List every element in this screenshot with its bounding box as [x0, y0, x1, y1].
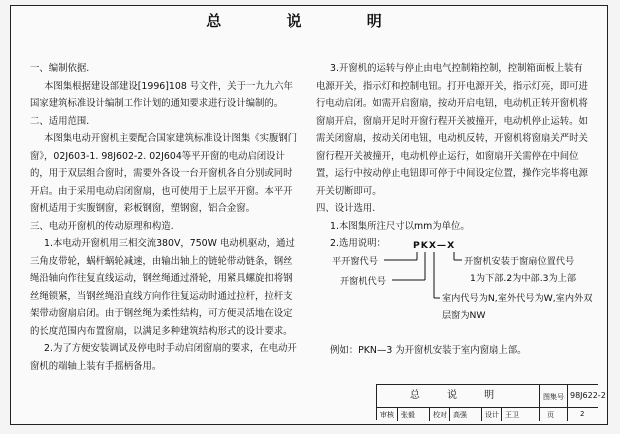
section-2-body: 本图集电动开窗机主要配合国家建筑标准设计图集《实腹钢门窗》，02J603-1. 98J602-2. 02J604等平开窗的电动启闭设计的，用于双层组合窗时，需要外各设一台开窗机各自分别或同时开启。由于采用电动启闭窗扇，也可使用于上层平开窗。本平开窗机适用于实腹钢窗，彩板钢窗，塑钢窗，铝合金窗。	[30, 133, 298, 214]
page-label: 页	[547, 411, 554, 419]
section-3-paragraph-3: 3.开窗机的运转与停止由电气控制箱控制，控制箱面板上装有电源开关，指示灯和控制电钮。打开电源开关，指示灯亮，即可进行电动启闭。如需开启窗扇，按动开启电钮，电动机正转开窗机将窗扇开启，窗扇开足时开窗行程开关被撞开，电动机停止运转。如需关闭窗扇，按动关闭电钮，电动机反转，开窗机将窗扇关严时关窗行程开关被撞开，电动机停止运行，如窗扇开关需停在中间位置，运行中按动停止电钮即可停于中间设定位置，操作完毕将电源开关切断即可。	[316, 63, 588, 197]
label-inout-line-2: 层窗为NW	[442, 310, 486, 321]
design-signature: 王卫	[505, 411, 519, 419]
designation-diagram	[330, 238, 593, 358]
title-block	[376, 384, 606, 420]
review-label: 审核	[380, 411, 394, 419]
section-4-item-2: 2.选用说明：	[330, 238, 386, 249]
section-3-paragraph-2: 2.为了方便安装调试及停电时手动启闭窗扇的要求，在电动开窗机的端轴上装有手摇柄备用。	[30, 343, 297, 372]
page-title: 总 说 明	[206, 12, 412, 30]
section-2-heading: 二、适用范围.	[30, 115, 90, 127]
section-3-heading: 三、电动开窗机的传动原理和构造.	[30, 220, 174, 232]
design-label: 设计	[485, 411, 499, 419]
label-position-values: 1为下部.2为中部.3为上部	[470, 273, 577, 284]
title-block-name: 总 说 明	[377, 385, 540, 407]
section-1-body: 本图集根据建设部建设[1996]108 号文件，关于一九九六年国家建筑标准设计编制工作计划的通知要求进行设计编制的。	[30, 80, 293, 109]
designation-code: PKX—X	[413, 240, 456, 251]
atlas-number: 98J622-2	[570, 391, 606, 400]
section-3-paragraph-1: 1.本电动开窗机用三相交流380V，750W 电动机驱动，通过三角皮带轮，蜗杆蜗轮减速，由输出轴上的链轮带动链条，钢丝绳沿轴向作往复直线运动，钢丝绳通过滑轮，用紧具螺旋扣将钢丝绳锁紧，当钢丝绳沿直线方向作往复运动时通过拉杆，拉杆支架带动窗扇启闭。由于钢丝绳为柔性结构，可方便灵活地在设定的长度范围内布置窗扇，以满足多种建筑结构形式的设计要求。	[30, 238, 295, 337]
page-number: 2	[580, 410, 585, 418]
right-column	[316, 60, 588, 253]
label-machine-code: 开窗机代号	[340, 276, 386, 287]
check-label: 校对	[433, 411, 447, 419]
label-position-code: 开窗机安装于窗扇位置代号	[464, 256, 575, 267]
atlas-label: 图集号	[543, 393, 564, 401]
review-signature: 张毅	[401, 411, 415, 419]
example-text: 例如：PKN—3 为开窗机安装于室内窗扇上部。	[330, 345, 527, 356]
section-1-heading: 一、编制依据.	[30, 63, 90, 74]
check-signature: 高强	[453, 411, 467, 419]
label-inout-line-1: 室内代号为N,室外代号为W,室内外双	[442, 293, 593, 304]
section-4-item-1: 1.本图集所注尺寸以mm为单位。	[330, 220, 470, 232]
section-4-heading: 四、设计选用.	[316, 203, 376, 214]
left-column	[30, 60, 298, 375]
label-window-type: 平开窗代号	[332, 256, 378, 267]
